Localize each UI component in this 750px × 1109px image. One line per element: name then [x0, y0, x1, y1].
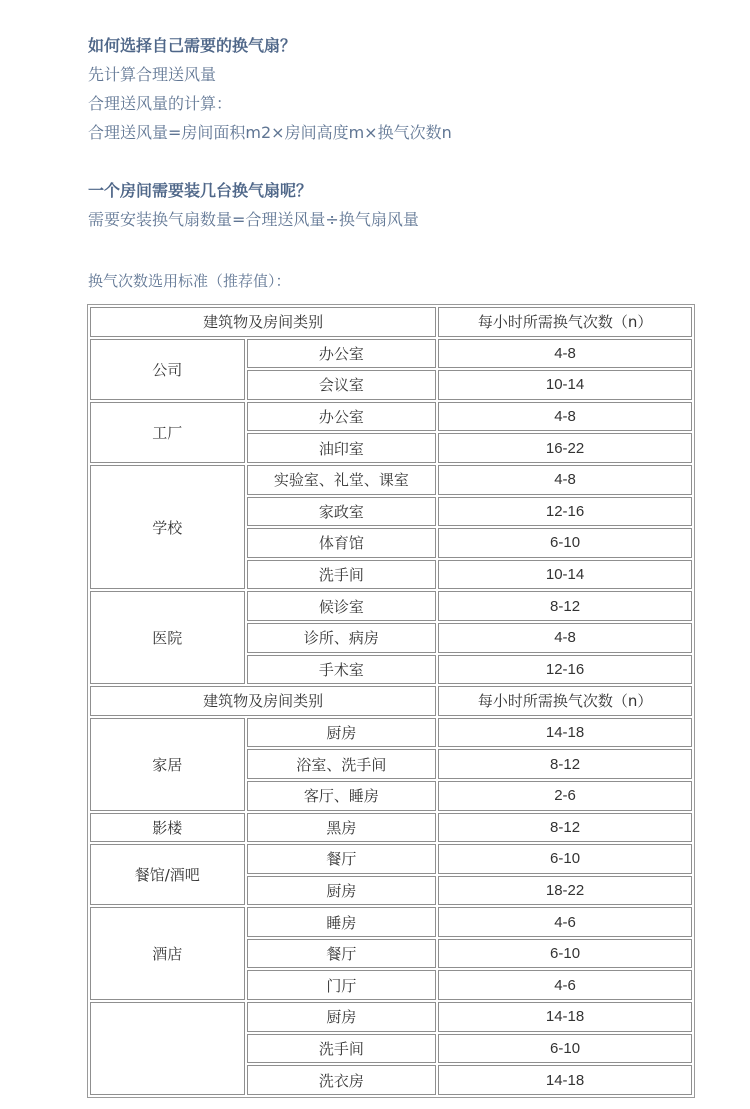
building-category	[90, 1002, 245, 1095]
air-change-rate: 8-12	[438, 813, 692, 843]
room-type: 厨房	[247, 718, 437, 748]
room-type: 诊所、病房	[247, 623, 437, 653]
air-change-rate: 14-18	[438, 718, 692, 748]
room-type: 厨房	[247, 876, 437, 906]
question-heading-2: 一个房间需要装几台换气扇呢？	[88, 181, 313, 200]
header-rate: 每小时所需换气次数（n）	[438, 307, 692, 337]
room-type: 浴室、洗手间	[247, 749, 437, 779]
formula-fan-count: 需要安装换气扇数量=合理送风量÷换气扇风量	[88, 210, 419, 229]
building-category: 家居	[90, 718, 245, 811]
text-line-1: 先计算合理送风量	[88, 65, 217, 84]
table-row	[90, 907, 692, 937]
air-change-rate: 12-16	[438, 655, 692, 685]
room-type: 实验室、礼堂、课室	[247, 465, 437, 495]
air-change-rate: 18-22	[438, 876, 692, 906]
room-type: 睡房	[247, 907, 437, 937]
room-type: 洗手间	[247, 560, 437, 590]
air-change-rate: 10-14	[438, 370, 692, 400]
room-type: 办公室	[247, 339, 437, 369]
air-change-rate: 8-12	[438, 749, 692, 779]
room-type: 餐厅	[247, 844, 437, 874]
air-change-rate: 14-18	[438, 1002, 692, 1032]
air-change-rate: 6-10	[438, 1034, 692, 1064]
building-category: 工厂	[90, 402, 245, 463]
room-type: 候诊室	[247, 591, 437, 621]
air-change-rate: 14-18	[438, 1065, 692, 1095]
table-row	[90, 718, 692, 748]
table-row	[90, 339, 692, 369]
building-category: 公司	[90, 339, 245, 400]
building-category: 酒店	[90, 907, 245, 1000]
air-change-rate: 2-6	[438, 781, 692, 811]
table-row	[90, 844, 692, 874]
header-rate: 每小时所需换气次数（n）	[438, 686, 692, 716]
table-header-row	[90, 307, 692, 337]
air-change-rate: 8-12	[438, 591, 692, 621]
table-row	[90, 591, 692, 621]
air-change-rate: 4-8	[438, 465, 692, 495]
formula-airflow: 合理送风量=房间面积m2×房间高度m×换气次数n	[88, 123, 452, 142]
room-type: 黑房	[247, 813, 437, 843]
air-change-rate: 4-8	[438, 402, 692, 432]
question-heading-1: 如何选择自己需要的换气扇？	[88, 36, 297, 55]
table-header-row	[90, 686, 692, 716]
air-change-rate: 10-14	[438, 560, 692, 590]
room-type: 门厅	[247, 970, 437, 1000]
air-change-rate: 4-6	[438, 907, 692, 937]
ventilation-rate-table	[87, 304, 695, 1098]
air-change-rate: 6-10	[438, 844, 692, 874]
table-row	[90, 465, 692, 495]
table-caption: 换气次数选用标准（推荐值）：	[88, 272, 291, 290]
room-type: 洗手间	[247, 1034, 437, 1064]
room-type: 厨房	[247, 1002, 437, 1032]
air-change-rate: 4-8	[438, 623, 692, 653]
building-category: 学校	[90, 465, 245, 589]
air-change-rate: 4-6	[438, 970, 692, 1000]
air-change-rate: 4-8	[438, 339, 692, 369]
room-type: 体育馆	[247, 528, 437, 558]
air-change-rate: 6-10	[438, 939, 692, 969]
room-type: 办公室	[247, 402, 437, 432]
room-type: 洗衣房	[247, 1065, 437, 1095]
room-type: 手术室	[247, 655, 437, 685]
room-type: 客厅、睡房	[247, 781, 437, 811]
table-row	[90, 1002, 692, 1032]
building-category: 影楼	[90, 813, 245, 843]
room-type: 家政室	[247, 497, 437, 527]
text-line-2: 合理送风量的计算：	[88, 94, 233, 113]
room-type: 油印室	[247, 433, 437, 463]
table-row	[90, 813, 692, 843]
header-category: 建筑物及房间类别	[90, 307, 436, 337]
air-change-rate: 16-22	[438, 433, 692, 463]
header-category: 建筑物及房间类别	[90, 686, 436, 716]
room-type: 餐厅	[247, 939, 437, 969]
air-change-rate: 12-16	[438, 497, 692, 527]
table-row	[90, 402, 692, 432]
building-category: 餐馆/酒吧	[90, 844, 245, 905]
building-category: 医院	[90, 591, 245, 684]
air-change-rate: 6-10	[438, 528, 692, 558]
room-type: 会议室	[247, 370, 437, 400]
